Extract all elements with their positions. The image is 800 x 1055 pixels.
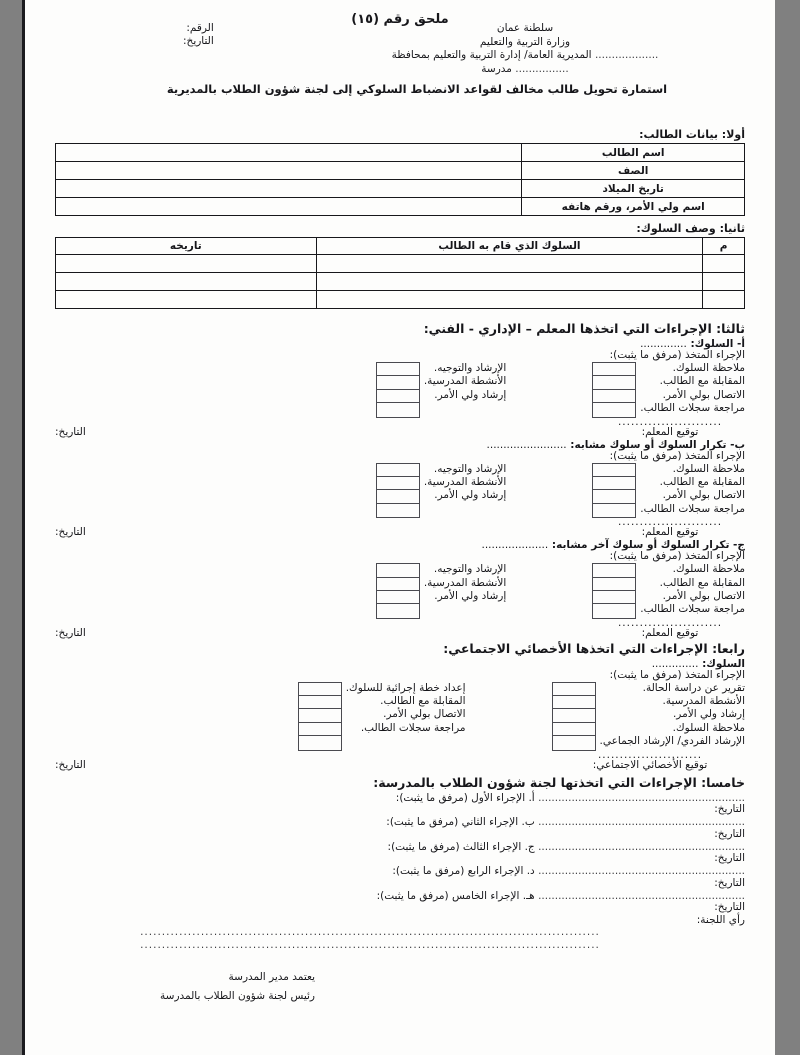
procedure-c-signature bbox=[595, 616, 745, 639]
option-label: الأنشطة المدرسية. bbox=[662, 695, 745, 708]
guardian-value[interactable] bbox=[56, 198, 522, 216]
committee-item-2-date: التاريخ: bbox=[714, 827, 745, 840]
procedure-block-c bbox=[55, 539, 745, 639]
committee-item-2 bbox=[55, 816, 745, 829]
section-three-heading: ثالثا: الإجراءات التي اتخذها المعلم – الإداري - الفني: bbox=[423, 321, 745, 336]
checkbox-cell[interactable] bbox=[593, 376, 635, 389]
committee-item-3-date: التاريخ: bbox=[714, 852, 745, 865]
principal-approval-label: يعتمد مدير المدرسة bbox=[228, 971, 315, 984]
procedure-c-left-labels bbox=[420, 563, 506, 603]
procedure-b-options bbox=[55, 463, 745, 519]
corner-reference-block bbox=[183, 22, 214, 48]
committee-opinion-line-1[interactable]: .......................................................................................................... bbox=[140, 926, 600, 939]
option-label: الاتصال بولي الأمر. bbox=[662, 589, 745, 602]
document-header bbox=[55, 0, 745, 122]
procedure-b-action-label: الإجراء المتخذ (مرفق ما يثبت): bbox=[609, 449, 745, 462]
procedure-b-title: ب- تكرار السلوك أو سلوك مشابه: bbox=[570, 438, 745, 451]
procedure-b-signature bbox=[595, 518, 745, 538]
option-label: إرشاد ولي الأمر. bbox=[434, 589, 507, 602]
procedure-a-left-checkboxes bbox=[376, 362, 420, 418]
committee-item-1-dots: .............................................................. bbox=[538, 791, 745, 804]
number-label: الرقم: bbox=[186, 22, 214, 34]
student-grade-value[interactable] bbox=[56, 162, 522, 180]
ministry-line: وزارة التربية والتعليم bbox=[479, 35, 571, 48]
school-dots: ................ bbox=[515, 62, 569, 75]
signature-dots: ........................ bbox=[617, 415, 723, 428]
table-row bbox=[56, 144, 745, 162]
specialist-signature-row bbox=[55, 748, 745, 771]
specialist-signature bbox=[555, 748, 745, 771]
section-five-heading: خامسا: الإجراءات التي اتخذتها لجنة شؤون الطلاب بالمدرسة: bbox=[373, 774, 745, 790]
committee-item-4-label: د. الإجراء الرابع (مرفق ما يثبت): bbox=[392, 865, 535, 878]
checkbox-cell[interactable] bbox=[299, 709, 341, 722]
checkbox-cell[interactable] bbox=[377, 363, 419, 376]
procedure-a-right-labels bbox=[636, 362, 745, 416]
procedure-b-date-label: التاريخ: bbox=[55, 526, 86, 539]
checkbox-cell[interactable] bbox=[593, 591, 635, 604]
option-label: مراجعة سجلات الطالب. bbox=[360, 721, 466, 734]
signature-dots: ........................ bbox=[617, 616, 723, 629]
option-label: مراجعة سجلات الطالب. bbox=[640, 502, 745, 515]
checkbox-cell[interactable] bbox=[593, 490, 635, 503]
procedure-a-right-column bbox=[592, 362, 745, 418]
appendix-title: ملحق رقم (١٥) bbox=[351, 12, 449, 27]
behavior-date-cell[interactable] bbox=[56, 291, 317, 309]
option-label: الأنشطة المدرسية. bbox=[423, 576, 507, 589]
column-header-description: السلوك الذي قام به الطالب bbox=[316, 238, 703, 255]
section-two-heading: ثانيا: وصف السلوك: bbox=[636, 222, 745, 235]
option-label: الاتصال بولي الأمر. bbox=[383, 708, 466, 721]
student-data-body bbox=[56, 144, 745, 216]
student-name-label: اسم الطالب bbox=[522, 144, 745, 162]
checkbox-cell[interactable] bbox=[377, 390, 419, 403]
procedure-c-right-checkboxes bbox=[592, 563, 636, 619]
option-label: المقابلة مع الطالب. bbox=[659, 375, 745, 388]
committee-item-1 bbox=[55, 792, 745, 805]
school-text: مدرسة bbox=[481, 62, 512, 75]
procedure-a-signature bbox=[595, 415, 745, 438]
procedure-c-action-label: الإجراء المتخذ (مرفق ما يثبت): bbox=[609, 550, 745, 563]
table-row bbox=[56, 291, 745, 309]
committee-item-5-label: هـ. الإجراء الخامس (مرفق ما يثبت): bbox=[376, 889, 535, 902]
option-label: المقابلة مع الطالب. bbox=[659, 475, 745, 488]
scan-background-left bbox=[0, 0, 22, 1055]
option-label: مراجعة سجلات الطالب. bbox=[640, 402, 745, 415]
behavior-num-cell[interactable] bbox=[703, 255, 745, 273]
specialist-left-column bbox=[298, 682, 466, 751]
checkbox-cell[interactable] bbox=[299, 736, 341, 749]
option-label: الاتصال بولي الأمر. bbox=[662, 388, 745, 401]
date-label: التاريخ: bbox=[183, 35, 214, 48]
checkbox-cell[interactable] bbox=[593, 564, 635, 577]
checkbox-cell[interactable] bbox=[377, 376, 419, 389]
option-label: ملاحظة السلوك. bbox=[672, 362, 745, 374]
procedure-a-left-labels bbox=[420, 362, 506, 402]
checkbox-cell[interactable] bbox=[377, 403, 419, 416]
procedure-a-left-column bbox=[376, 362, 506, 418]
checkbox-cell[interactable] bbox=[553, 736, 595, 749]
behavior-num-cell[interactable] bbox=[703, 291, 745, 309]
checkbox-cell[interactable] bbox=[377, 504, 419, 517]
specialist-options bbox=[55, 682, 745, 751]
table-row bbox=[56, 198, 745, 216]
procedure-a-right-checkboxes bbox=[592, 362, 636, 418]
procedure-block-b bbox=[55, 439, 745, 539]
document-sheet bbox=[55, 0, 745, 1006]
checkbox-cell[interactable] bbox=[299, 696, 341, 709]
school-line bbox=[315, 63, 735, 77]
procedure-c-options bbox=[55, 563, 745, 619]
checkbox-cell[interactable] bbox=[377, 490, 419, 503]
document-page bbox=[25, 0, 775, 1055]
behavior-desc-cell[interactable] bbox=[316, 273, 703, 291]
table-row bbox=[56, 162, 745, 180]
checkbox-cell[interactable] bbox=[377, 578, 419, 591]
committee-item-5-date: التاريخ: bbox=[714, 901, 745, 914]
procedure-b-right-checkboxes bbox=[592, 463, 636, 519]
procedure-b-right-labels bbox=[636, 463, 745, 517]
checkbox-cell[interactable] bbox=[553, 709, 595, 722]
option-label: المقابلة مع الطالب. bbox=[380, 695, 466, 708]
checkbox-cell[interactable] bbox=[377, 464, 419, 477]
specialist-right-column bbox=[552, 682, 745, 751]
procedure-a-signature-row bbox=[55, 415, 745, 438]
option-label: المقابلة مع الطالب. bbox=[659, 576, 745, 589]
procedure-c-signature-row bbox=[55, 616, 745, 639]
committee-opinion-label: رأي اللجنة: bbox=[696, 914, 745, 927]
checkbox-cell[interactable] bbox=[593, 464, 635, 477]
table-row bbox=[56, 273, 745, 291]
procedure-b-right-column bbox=[592, 463, 745, 519]
procedure-a-title: أ- السلوك: bbox=[690, 338, 745, 350]
checkbox-cell[interactable] bbox=[593, 578, 635, 591]
behavior-desc-cell[interactable] bbox=[316, 255, 703, 273]
checkbox-cell[interactable] bbox=[593, 363, 635, 376]
checkbox-cell[interactable] bbox=[553, 683, 595, 696]
committee-item-2-dots: .............................................................. bbox=[538, 816, 745, 829]
option-label: الإرشاد والتوجيه. bbox=[433, 362, 507, 374]
option-label: الإرشاد الفردي/ الإرشاد الجماعي. bbox=[599, 735, 745, 748]
signature-label: توقيع المعلم: bbox=[641, 526, 699, 539]
committee-head-label: رئيس لجنة شؤون الطلاب بالمدرسة bbox=[160, 990, 315, 1003]
option-label: الاتصال بولي الأمر. bbox=[662, 489, 745, 502]
option-label: الأنشطة المدرسية. bbox=[423, 475, 507, 488]
option-label: تقرير عن دراسة الحالة. bbox=[642, 681, 745, 694]
procedure-a-options bbox=[55, 362, 745, 418]
behavior-date-cell[interactable] bbox=[56, 255, 317, 273]
checkbox-cell[interactable] bbox=[593, 403, 635, 416]
table-row bbox=[56, 255, 745, 273]
committee-item-1-date: التاريخ: bbox=[714, 803, 745, 816]
column-header-date: تاريخه bbox=[56, 238, 317, 255]
directorate-text: المديرية العامة/ إدارة التربية والتعليم بمحافظة bbox=[391, 49, 592, 62]
specialist-dots: .............. bbox=[651, 657, 699, 670]
signature-label: توقيع المعلم: bbox=[641, 425, 699, 438]
ministry-block bbox=[315, 22, 735, 77]
committee-opinion-line-2[interactable]: .......................................................................................................... bbox=[140, 939, 600, 952]
directorate-line bbox=[315, 49, 735, 63]
option-label: إرشاد ولي الأمر. bbox=[434, 489, 507, 502]
table-header-row bbox=[56, 238, 745, 255]
checkbox-cell[interactable] bbox=[377, 591, 419, 604]
option-label: الإرشاد والتوجيه. bbox=[433, 462, 507, 475]
committee-item-3 bbox=[55, 841, 745, 854]
committee-item-3-label: ج. الإجراء الثالث (مرفق ما يثبت): bbox=[387, 840, 535, 853]
governorate-dots: ................... bbox=[594, 49, 659, 62]
procedure-block-specialist bbox=[55, 658, 745, 771]
committee-item-5-dots: .............................................................. bbox=[538, 889, 745, 902]
procedure-c-right-column bbox=[592, 563, 745, 619]
behavior-num-cell[interactable] bbox=[703, 273, 745, 291]
specialist-right-checkboxes bbox=[552, 682, 596, 751]
committee-item-2-label: ب. الإجراء الثاني (مرفق ما يثبت): bbox=[386, 816, 535, 829]
specialist-right-labels bbox=[596, 682, 745, 749]
checkbox-cell[interactable] bbox=[593, 477, 635, 490]
procedure-c-date-label: التاريخ: bbox=[55, 626, 86, 639]
student-birthdate-value[interactable] bbox=[56, 180, 522, 198]
procedure-block-a bbox=[55, 338, 745, 438]
option-label: إرشاد ولي الأمر. bbox=[434, 388, 507, 401]
section-four-heading: رابعا: الإجراءات التي اتخذها الأخصائي الاجتماعي: bbox=[443, 640, 745, 656]
committee-item-4 bbox=[55, 865, 745, 878]
procedure-c-title: ج- تكرار السلوك أو سلوك آخر مشابه: bbox=[551, 539, 745, 552]
behavior-table-body bbox=[56, 238, 745, 309]
behavior-desc-cell[interactable] bbox=[316, 291, 703, 309]
checkbox-cell[interactable] bbox=[299, 683, 341, 696]
committee-procedures-list bbox=[55, 792, 745, 953]
checkbox-cell[interactable] bbox=[377, 477, 419, 490]
guardian-label: اسم ولي الأمر، ورقم هاتفه bbox=[522, 198, 745, 216]
checkbox-cell[interactable] bbox=[593, 504, 635, 517]
option-label: ملاحظة السلوك. bbox=[672, 721, 745, 734]
option-label: ملاحظة السلوك. bbox=[672, 462, 745, 475]
option-label: مراجعة سجلات الطالب. bbox=[640, 603, 745, 616]
option-label: إعداد خطة إجرائية للسلوك. bbox=[345, 681, 466, 694]
checkbox-cell[interactable] bbox=[377, 564, 419, 577]
form-title: استمارة تحويل طالب مخالف لقواعد الانضباط السلوكي إلى لجنة شؤون الطلاب بالمديرية bbox=[166, 82, 668, 96]
procedure-b-dots: ........................ bbox=[486, 438, 567, 451]
specialist-date-label: التاريخ: bbox=[55, 758, 86, 771]
specialist-left-checkboxes bbox=[298, 682, 342, 751]
procedure-a-action-label: الإجراء المتخذ (مرفق ما يثبت): bbox=[609, 349, 745, 361]
checkbox-cell[interactable] bbox=[593, 390, 635, 403]
committee-item-4-dots: .............................................................. bbox=[538, 865, 745, 878]
committee-item-1-label: أ. الإجراء الأول (مرفق ما يثبت): bbox=[395, 791, 535, 804]
committee-item-4-date: التاريخ: bbox=[714, 876, 745, 889]
procedure-c-left-column bbox=[376, 563, 506, 619]
signature-dots: ........................ bbox=[617, 516, 723, 529]
behavior-description-table bbox=[55, 237, 745, 309]
procedure-b-left-labels bbox=[420, 463, 506, 503]
checkbox-cell[interactable] bbox=[299, 723, 341, 736]
table-row bbox=[56, 180, 745, 198]
country-line: سلطنة عمان bbox=[496, 22, 554, 34]
procedure-b-left-column bbox=[376, 463, 506, 519]
option-label: ملاحظة السلوك. bbox=[672, 563, 745, 576]
student-birthdate-label: تاريخ الميلاد bbox=[522, 180, 745, 198]
checkbox-cell[interactable] bbox=[377, 604, 419, 617]
student-name-value[interactable] bbox=[56, 144, 522, 162]
behavior-date-cell[interactable] bbox=[56, 273, 317, 291]
option-label: الأنشطة المدرسية. bbox=[423, 375, 507, 388]
procedure-b-signature-row bbox=[55, 518, 745, 538]
specialist-action-label: الإجراء المتخذ (مرفق ما يثبت): bbox=[609, 668, 745, 681]
option-label: الإرشاد والتوجيه. bbox=[433, 563, 507, 576]
checkbox-cell[interactable] bbox=[593, 604, 635, 617]
committee-item-3-dots: .............................................................. bbox=[538, 840, 745, 853]
section-one-heading: أولا: بيانات الطالب: bbox=[639, 128, 745, 141]
specialist-left-labels bbox=[342, 682, 466, 736]
signature-label: توقيع الأخصائي الاجتماعي: bbox=[592, 758, 708, 771]
column-header-num: م bbox=[703, 238, 745, 255]
procedure-c-left-checkboxes bbox=[376, 563, 420, 619]
procedure-a-dots: .............. bbox=[640, 338, 687, 350]
student-data-table bbox=[55, 143, 745, 216]
procedure-b-left-checkboxes bbox=[376, 463, 420, 519]
checkbox-cell[interactable] bbox=[553, 696, 595, 709]
checkbox-cell[interactable] bbox=[553, 723, 595, 736]
specialist-title: السلوك: bbox=[702, 657, 745, 670]
committee-item-5 bbox=[55, 890, 745, 903]
signature-dots: ........................ bbox=[597, 748, 703, 761]
option-label: إرشاد ولي الأمر. bbox=[672, 708, 745, 721]
document-footer bbox=[55, 968, 745, 1006]
procedure-c-dots: .................... bbox=[481, 539, 549, 552]
student-grade-label: الصف bbox=[522, 162, 745, 180]
scan-background-right bbox=[775, 0, 800, 1055]
procedure-a-date-label: التاريخ: bbox=[55, 425, 86, 438]
signature-label: توقيع المعلم: bbox=[641, 626, 699, 639]
procedure-c-right-labels bbox=[636, 563, 745, 617]
